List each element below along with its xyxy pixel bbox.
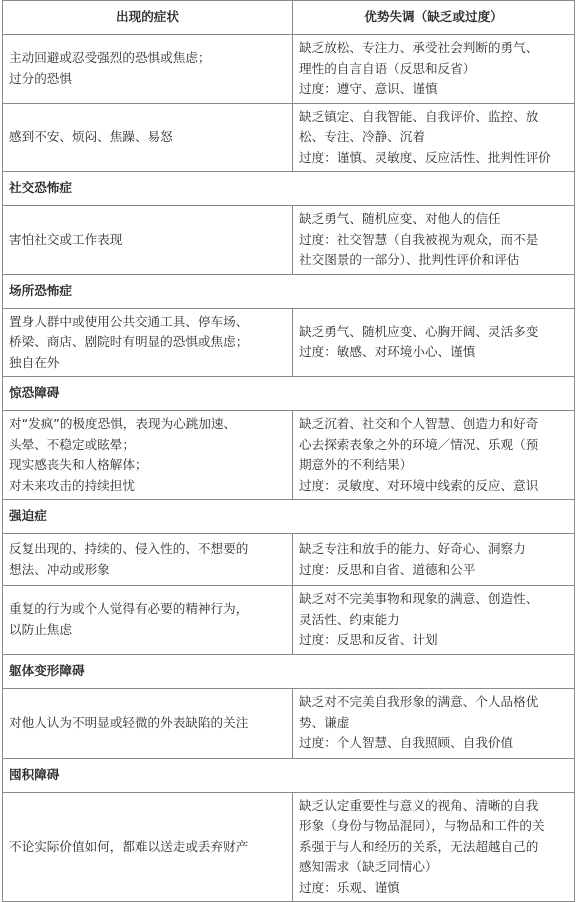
symptom-cell: [3, 586, 293, 655]
section-header-row: [3, 758, 575, 792]
strength-line: 过度：反思和自省、道德和公平: [299, 561, 476, 577]
strength-line: 缺乏勇气、随机应变、心胸开阔、灵活多变: [299, 323, 539, 339]
header-strengths: 优势失调（缺乏或过度）: [293, 1, 575, 35]
symptom-line: 重复的行为或个人觉得有必要的精神行为，: [9, 601, 249, 617]
symptom-line: 置身人群中或使用公共交通工具、停车场、: [9, 313, 249, 329]
symptom-line: 感到不安、烦闷、焦躁、易怒: [9, 129, 173, 144]
table-row: [3, 586, 575, 655]
table-row: [3, 35, 575, 104]
symptom-line: 对未来攻击的持续担忧: [9, 477, 135, 493]
symptom-line: 不论实际价值如何，都难以送走或丢弃财产: [9, 838, 249, 854]
strength-cell: [293, 103, 575, 172]
symptom-cell: [3, 35, 293, 104]
strength-line: 缺乏对不完美事物和现象的满意、创造性、: [299, 591, 539, 606]
strength-line: 过度：遵守、意识、谨慎: [299, 81, 438, 96]
section-title: 躯体变形障碍: [3, 654, 575, 688]
symptom-line: 桥梁、商店、剧院时有明显的恐惧或焦虑；: [9, 334, 249, 349]
strength-line: 社交图景的一部分）、批判性评价和评估: [299, 252, 520, 267]
strength-line: 感知需求（缺乏同情心）: [299, 859, 438, 874]
strength-cell: [293, 534, 575, 586]
strength-line: 过度：反思和反省、计划: [299, 632, 438, 647]
strength-line: 缺乏沉着、社交和个人智慧、创造力和好奇: [299, 416, 539, 431]
strength-line: 缺乏认定重要性与意义的视角、清晰的自我: [299, 797, 539, 813]
strength-cell: [293, 411, 575, 500]
strength-line: 系强于与人和经历的关系，无法超越自己的: [299, 838, 539, 854]
strength-line: 缺乏镇定、自我智能、自我评价、监控、放: [299, 108, 539, 124]
strength-line: 缺乏专注和放手的能力、好奇心、洞察力: [299, 541, 526, 556]
strength-line: 心去探索表象之外的环境／情况、乐观（预: [299, 436, 539, 452]
section-title: 强迫症: [3, 500, 575, 534]
symptoms-strengths-table: [2, 0, 575, 902]
header-row: [3, 1, 575, 35]
symptom-line: 对他人认为不明显或轻微的外表缺陷的关注: [9, 714, 249, 730]
strength-line: 过度：灵敏度、对环境中线索的反应、意识: [299, 477, 539, 493]
symptom-cell: [3, 792, 293, 902]
strength-cell: [293, 308, 575, 377]
symptom-line: 独自在外: [9, 354, 60, 370]
strength-line: 缺乏勇气、随机应变、对他人的信任: [299, 211, 501, 226]
table-row: [3, 688, 575, 758]
table-body: [3, 35, 575, 902]
section-header-row: [3, 172, 575, 206]
section-title: 惊恐障碍: [3, 377, 575, 411]
symptom-line: 以防止焦虑: [9, 621, 72, 637]
table-row: [3, 206, 575, 275]
section-header-row: [3, 377, 575, 411]
strength-line: 缺乏放松、专注力、承受社会判断的勇气、: [299, 40, 539, 55]
symptom-cell: [3, 534, 293, 586]
strength-line: 形象（身份与物品混同），与物品和工件的关: [299, 818, 545, 833]
strength-line: 缺乏对不完美自我形象的满意、个人品格优: [299, 694, 539, 710]
symptom-line: 想法、冲动或形象: [9, 561, 110, 577]
strength-line: 过度：个人智慧、自我照顾、自我价值: [299, 735, 514, 751]
strength-line: 过度：谨慎、灵敏度、反应活性、批判性评价: [299, 149, 551, 165]
table-row: [3, 792, 575, 902]
symptom-line: 反复出现的、持续的、侵入性的、不想要的: [9, 541, 249, 556]
strength-cell: [293, 586, 575, 655]
strength-line: 期意外的不利结果）: [299, 457, 413, 472]
section-title: 场所恐怖症: [3, 274, 575, 308]
table-row: [3, 308, 575, 377]
strength-cell: [293, 206, 575, 275]
symptom-line: 害怕社交或工作表现: [9, 231, 123, 247]
symptom-cell: [3, 206, 293, 275]
symptom-line: 头晕、不稳定或眩晕；: [9, 436, 135, 452]
symptom-cell: [3, 103, 293, 172]
strength-cell: [293, 35, 575, 104]
table-row: [3, 411, 575, 500]
strength-line: 过度：乐观、谨慎: [299, 879, 400, 895]
symptom-line: 现实感丧失和人格解体；: [9, 457, 148, 472]
section-header-row: [3, 654, 575, 688]
section-header-row: [3, 274, 575, 308]
symptom-cell: [3, 688, 293, 758]
symptom-cell: [3, 411, 293, 500]
strength-line: 理性的自言自语（反思和反省）: [299, 60, 476, 76]
symptom-cell: [3, 308, 293, 377]
section-title: 社交恐怖症: [3, 172, 575, 206]
table-row: [3, 534, 575, 586]
symptom-line: 过分的恐惧: [9, 70, 72, 86]
strength-line: 过度：敏感、对环境小心、谨慎: [299, 344, 476, 360]
strength-line: 过度：社交智慧（自我被视为观众，而不是: [299, 231, 539, 247]
header-symptoms: 出现的症状: [3, 1, 293, 35]
table-row: [3, 103, 575, 172]
strength-line: 灵活性、约束能力: [299, 611, 400, 627]
section-header-row: [3, 500, 575, 534]
section-title: 囤积障碍: [3, 758, 575, 792]
strength-cell: [293, 792, 575, 902]
symptom-line: 对“发疯”的极度恐惧，表现为心跳加速、: [9, 416, 237, 431]
strength-line: 松、专注、冷静、沉着: [299, 129, 425, 144]
symptom-line: 主动回避或忍受强烈的恐惧或焦虑；: [9, 50, 211, 66]
strength-line: 势、谦虚: [299, 714, 350, 730]
strength-cell: [293, 688, 575, 758]
